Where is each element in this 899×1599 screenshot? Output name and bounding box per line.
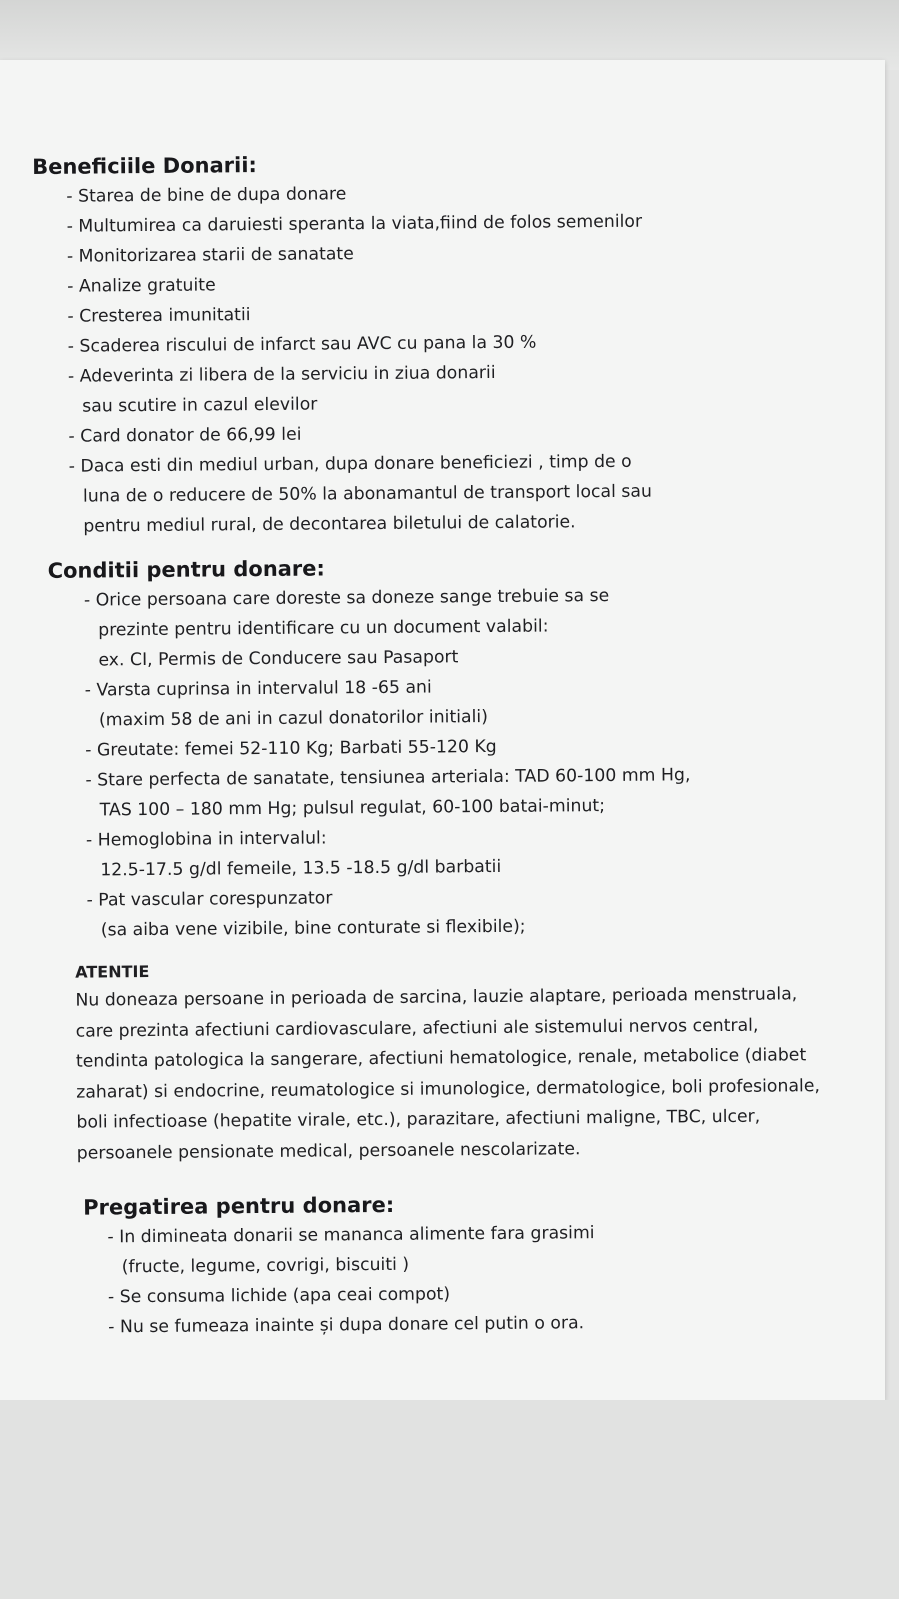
list-item-text: - Stare perfecta de sanatate, tensiunea arteriala: TAD 60-100 mm Hg,	[85, 765, 691, 791]
list-item-text: - Hemoglobina in intervalul:	[85, 828, 327, 851]
list-item	[69, 445, 846, 542]
list-item	[107, 1216, 851, 1282]
list-item	[84, 579, 847, 676]
list-item	[85, 669, 847, 736]
warning-section	[39, 953, 851, 1169]
list-item-continuation: pentru mediul rural, de decontarea biletului de calatorie.	[83, 512, 576, 537]
list-item-text: - Scaderea riscului de infarct sau AVC cu pana la 30 %	[67, 332, 537, 357]
benefits-list	[32, 175, 845, 542]
list-item-text: - Adeverinta zi libera de la serviciu in ziua donarii	[67, 362, 496, 387]
list-item-text: - Greutate: femei 52-110 Kg; Barbati 55-120 Kg	[85, 736, 497, 761]
preparation-section	[41, 1186, 852, 1343]
conditions-section	[36, 549, 849, 946]
list-item-text: - Multumirea ca daruiesti speranta la viata,fiind de folos semenilor	[66, 211, 643, 237]
list-item-text: - Pat vascular corespunzator	[86, 888, 333, 911]
list-item-text: - Cresterea imunitatii	[67, 305, 251, 327]
preparation-list	[83, 1216, 852, 1343]
document-sheet	[0, 60, 885, 1400]
list-item-continuation: 12.5-17.5 g/dl femeile, 13.5 -18.5 g/dl barbatii	[100, 856, 502, 881]
list-item-text: - Monitorizarea starii de sanatate	[66, 244, 354, 267]
benefits-title: Beneficiile Donarii:	[32, 153, 257, 179]
list-item-continuation: (maxim 58 de ani in cazul donatorilor initiali)	[98, 707, 489, 731]
benefits-section	[32, 145, 845, 542]
list-item-continuation: sau scutire in cazul elevilor	[82, 394, 318, 417]
warning-title: ATENTIE	[75, 962, 150, 982]
list-item-continuation: luna de o reducere de 50% la abonamantul de transport local sau	[82, 481, 652, 507]
list-item-continuation: (sa aiba vene vizibile, bine conturate si flexibile);	[100, 916, 526, 941]
conditions-list	[48, 579, 849, 946]
preparation-title: Pregatirea pentru donare:	[83, 1192, 395, 1220]
list-item	[86, 819, 848, 886]
list-item	[86, 879, 848, 946]
conditions-title: Conditii pentru donare:	[47, 556, 325, 583]
list-item-text: - Analize gratuite	[67, 275, 216, 297]
background-bottom	[0, 1400, 899, 1599]
list-item-text: - Card donator de 66,99 lei	[68, 424, 302, 447]
list-item-text: - Se consuma lichide (apa ceai compot)	[107, 1284, 451, 1308]
list-item-continuation: ex. CI, Permis de Conducere sau Pasaport	[98, 647, 459, 671]
list-item-continuation: TAS 100 – 180 mm Hg; pulsul regulat, 60-100 batai-minut;	[99, 796, 606, 821]
list-item-text: - Orice persoana care doreste sa doneze sange trebuie sa se	[83, 585, 610, 611]
list-item-continuation: (fructe, legume, covrigi, biscuiti )	[121, 1254, 410, 1278]
list-item-text: - Starea de bine de dupa donare	[66, 184, 347, 207]
list-item	[85, 759, 847, 826]
list-item	[108, 1306, 852, 1342]
list-item-text: - Daca esti din mediul urban, dupa donare beneficiezi , timp de o	[68, 451, 632, 477]
warning-text: Nu doneaza persoane in perioada de sarcina, lauzie alaptare, perioada menstruala, care prezinta afectiuni cardiovasculare, afectiuni ale sistemului nervos central, tendinta patologica la sangerare, afectiuni hematologice, renale, metabolice (diabet zaharat) si endocrine, reumatologice si imunologice, dermatologice, boli profesionale, boli infectioase (hepatite virale, etc.), parazitare, afectiuni maligne, TBC, ulcer, persoanele pensionate medical, persoanele nescolarizate.	[75, 984, 821, 1164]
list-item-text: - In dimineata donarii se mananca alimente fara grasimi	[107, 1223, 595, 1248]
list-item	[68, 355, 844, 422]
list-item-text: - Nu se fumeaza inainte și dupa donare cel putin o ora.	[108, 1313, 585, 1338]
list-item-text: - Varsta cuprinsa in intervalul 18 -65 ani	[84, 677, 432, 701]
document-content	[32, 145, 852, 1357]
list-item-continuation: prezinte pentru identificare cu un document valabil:	[98, 616, 549, 641]
